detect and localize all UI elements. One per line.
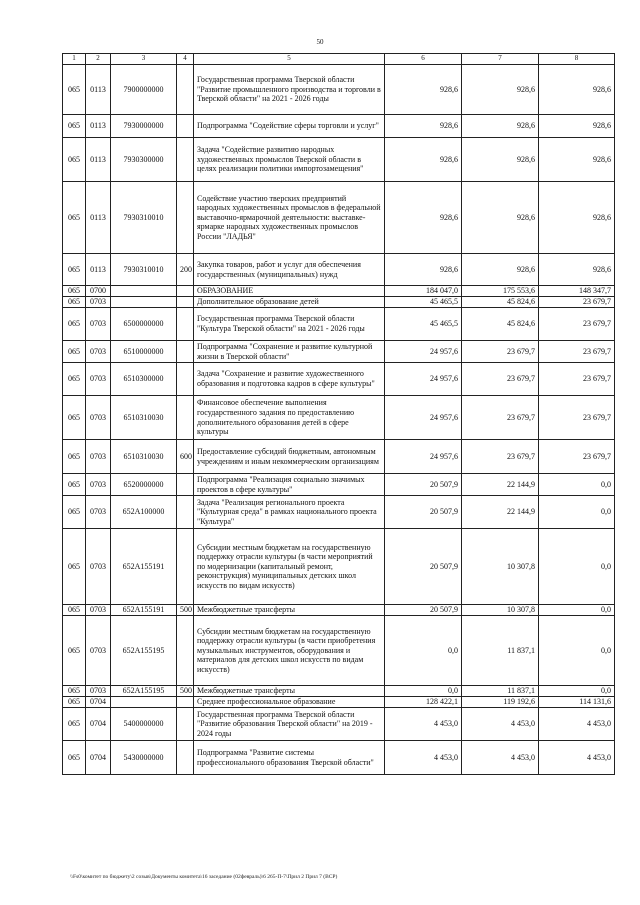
amount-year-1-cell: 928,6	[385, 138, 462, 182]
expense-type-cell	[177, 308, 194, 341]
amount-year-2-cell: 23 679,7	[462, 341, 539, 363]
amount-year-1-cell: 45 465,5	[385, 297, 462, 308]
admin-code-cell: 065	[63, 286, 86, 297]
target-article-cell: 6520000000	[111, 474, 177, 496]
admin-code-cell: 065	[63, 363, 86, 396]
column-header: 2	[86, 54, 111, 65]
target-article-cell: 7930300000	[111, 138, 177, 182]
section-code-cell: 0703	[86, 440, 111, 474]
footer-file-path: \\Fs0\комитет по бюджету\2 созыв\Документы комитета\16 заседание (02февраль)\6 265-П-7\Прил 2 Прил 7 (ВСР)	[70, 874, 338, 880]
amount-year-3-cell: 0,0	[539, 605, 615, 616]
target-article-cell: 5430000000	[111, 741, 177, 775]
section-code-cell: 0113	[86, 115, 111, 138]
section-code-cell: 0113	[86, 254, 111, 286]
expense-type-cell	[177, 496, 194, 529]
header-row	[63, 54, 615, 65]
amount-year-2-cell: 11 837,1	[462, 616, 539, 686]
expense-type-cell: 600	[177, 440, 194, 474]
table-row	[63, 686, 615, 697]
table-row	[63, 138, 615, 182]
expense-type-cell	[177, 138, 194, 182]
item-name-cell: Дополнительное образование детей	[194, 297, 385, 308]
amount-year-3-cell: 928,6	[539, 182, 615, 254]
item-name-cell: Содействие участию тверских предприятий народных художественных промыслов в федеральной выставочно-ярмарочной деятельности: выставке-ярмарке народных художественных промыслов России "ЛАДЬЯ"	[194, 182, 385, 254]
target-article-cell: 6510300000	[111, 363, 177, 396]
amount-year-1-cell: 0,0	[385, 686, 462, 697]
section-code-cell: 0704	[86, 741, 111, 775]
target-article-cell: 5400000000	[111, 708, 177, 741]
table-row	[63, 254, 615, 286]
table-row	[63, 297, 615, 308]
admin-code-cell: 065	[63, 708, 86, 741]
expense-type-cell	[177, 741, 194, 775]
admin-code-cell: 065	[63, 741, 86, 775]
expense-type-cell	[177, 697, 194, 708]
item-name-cell: Межбюджетные трансферты	[194, 605, 385, 616]
amount-year-1-cell: 24 957,6	[385, 396, 462, 440]
expense-type-cell	[177, 529, 194, 605]
table-row	[63, 440, 615, 474]
expense-type-cell	[177, 616, 194, 686]
table-row	[63, 496, 615, 529]
admin-code-cell: 065	[63, 254, 86, 286]
expense-type-cell	[177, 708, 194, 741]
table-row	[63, 363, 615, 396]
expense-type-cell	[177, 341, 194, 363]
admin-code-cell: 065	[63, 65, 86, 115]
section-code-cell: 0113	[86, 65, 111, 115]
table-row	[63, 529, 615, 605]
item-name-cell: Подпрограмма "Сохранение и развитие культурной жизни в Тверской области"	[194, 341, 385, 363]
amount-year-3-cell: 23 679,7	[539, 308, 615, 341]
item-name-cell: Задача "Реализация регионального проекта "Культурная среда" в рамках национального проекта "Культура"	[194, 496, 385, 529]
table-row	[63, 65, 615, 115]
amount-year-2-cell: 23 679,7	[462, 363, 539, 396]
amount-year-3-cell: 928,6	[539, 254, 615, 286]
table-row	[63, 697, 615, 708]
amount-year-3-cell: 4 453,0	[539, 741, 615, 775]
amount-year-2-cell: 4 453,0	[462, 708, 539, 741]
column-header: 6	[385, 54, 462, 65]
section-code-cell: 0703	[86, 529, 111, 605]
admin-code-cell: 065	[63, 529, 86, 605]
amount-year-1-cell: 928,6	[385, 254, 462, 286]
admin-code-cell: 065	[63, 308, 86, 341]
section-code-cell: 0700	[86, 286, 111, 297]
section-code-cell: 0703	[86, 616, 111, 686]
section-code-cell: 0703	[86, 686, 111, 697]
amount-year-1-cell: 24 957,6	[385, 440, 462, 474]
page-number: 50	[316, 38, 324, 46]
section-code-cell: 0703	[86, 341, 111, 363]
item-name-cell: Задача "Содействие развитию народных художественных промыслов Тверской области в целях реализации политики импортозамещения"	[194, 138, 385, 182]
admin-code-cell: 065	[63, 474, 86, 496]
target-article-cell	[111, 297, 177, 308]
section-code-cell: 0703	[86, 363, 111, 396]
item-name-cell: Среднее профессиональное образование	[194, 697, 385, 708]
amount-year-1-cell: 20 507,9	[385, 605, 462, 616]
target-article-cell: 652A155195	[111, 686, 177, 697]
section-code-cell: 0703	[86, 308, 111, 341]
table-row	[63, 286, 615, 297]
target-article-cell	[111, 697, 177, 708]
item-name-cell: Субсидии местным бюджетам на государственную поддержку отрасли культуры (в части мероприятий по модернизации (капитальный ремонт, реконструкция) муниципальных детских школ искусств по видам искусств)	[194, 529, 385, 605]
item-name-cell: Закупка товаров, работ и услуг для обеспечения государственных (муниципальных) нужд	[194, 254, 385, 286]
table-row	[63, 616, 615, 686]
target-article-cell: 6510310030	[111, 440, 177, 474]
table-row	[63, 308, 615, 341]
expense-type-cell	[177, 286, 194, 297]
amount-year-1-cell: 20 507,9	[385, 529, 462, 605]
target-article-cell: 6510000000	[111, 341, 177, 363]
amount-year-2-cell: 928,6	[462, 65, 539, 115]
amount-year-2-cell: 928,6	[462, 182, 539, 254]
table-row	[63, 396, 615, 440]
item-name-cell: Подпрограмма "Содействие сферы торговли и услуг"	[194, 115, 385, 138]
section-code-cell: 0703	[86, 496, 111, 529]
amount-year-3-cell: 23 679,7	[539, 396, 615, 440]
amount-year-3-cell: 928,6	[539, 115, 615, 138]
admin-code-cell: 065	[63, 440, 86, 474]
amount-year-2-cell: 175 553,6	[462, 286, 539, 297]
amount-year-2-cell: 10 307,8	[462, 529, 539, 605]
amount-year-1-cell: 928,6	[385, 65, 462, 115]
amount-year-2-cell: 23 679,7	[462, 440, 539, 474]
table-row	[63, 708, 615, 741]
section-code-cell: 0703	[86, 297, 111, 308]
amount-year-1-cell: 24 957,6	[385, 363, 462, 396]
amount-year-2-cell: 928,6	[462, 138, 539, 182]
target-article-cell: 7900000000	[111, 65, 177, 115]
item-name-cell: Финансовое обеспечение выполнения государственного задания по предоставлению дополнительного образования детей в сфере культуры	[194, 396, 385, 440]
amount-year-1-cell: 928,6	[385, 115, 462, 138]
column-header: 1	[63, 54, 86, 65]
column-header: 7	[462, 54, 539, 65]
admin-code-cell: 065	[63, 496, 86, 529]
admin-code-cell: 065	[63, 138, 86, 182]
admin-code-cell: 065	[63, 341, 86, 363]
admin-code-cell: 065	[63, 182, 86, 254]
table-row	[63, 182, 615, 254]
expense-type-cell	[177, 182, 194, 254]
expense-type-cell: 500	[177, 605, 194, 616]
target-article-cell: 652A100000	[111, 496, 177, 529]
amount-year-1-cell: 4 453,0	[385, 708, 462, 741]
amount-year-3-cell: 23 679,7	[539, 440, 615, 474]
item-name-cell: Государственная программа Тверской области "Развитие промышленного производства и торговли в Тверской области" на 2021 - 2026 годы	[194, 65, 385, 115]
amount-year-2-cell: 23 679,7	[462, 396, 539, 440]
table-body	[63, 65, 615, 775]
expense-type-cell	[177, 474, 194, 496]
column-header: 8	[539, 54, 615, 65]
amount-year-1-cell: 184 047,0	[385, 286, 462, 297]
target-article-cell: 652A155195	[111, 616, 177, 686]
amount-year-3-cell: 148 347,7	[539, 286, 615, 297]
amount-year-2-cell: 4 453,0	[462, 741, 539, 775]
section-code-cell: 0113	[86, 138, 111, 182]
amount-year-1-cell: 0,0	[385, 616, 462, 686]
target-article-cell	[111, 286, 177, 297]
expense-type-cell: 200	[177, 254, 194, 286]
item-name-cell: Задача "Сохранение и развитие художественного образования и подготовка кадров в сфере культуры"	[194, 363, 385, 396]
item-name-cell: Подпрограмма "Реализация социально значимых проектов в сфере культуры"	[194, 474, 385, 496]
item-name-cell: Межбюджетные трансферты	[194, 686, 385, 697]
table-row	[63, 474, 615, 496]
column-header: 4	[177, 54, 194, 65]
target-article-cell: 7930310010	[111, 182, 177, 254]
admin-code-cell: 065	[63, 605, 86, 616]
amount-year-2-cell: 928,6	[462, 254, 539, 286]
target-article-cell: 7930000000	[111, 115, 177, 138]
amount-year-3-cell: 928,6	[539, 138, 615, 182]
admin-code-cell: 065	[63, 115, 86, 138]
item-name-cell: Подпрограмма "Развитие системы профессионального образования Тверской области"	[194, 741, 385, 775]
target-article-cell: 6510310030	[111, 396, 177, 440]
amount-year-1-cell: 20 507,9	[385, 496, 462, 529]
amount-year-2-cell: 22 144,9	[462, 474, 539, 496]
section-code-cell: 0704	[86, 708, 111, 741]
section-code-cell: 0703	[86, 605, 111, 616]
item-name-cell: Предоставление субсидий бюджетным, автономным учреждениям и иным некоммерческим организациям	[194, 440, 385, 474]
amount-year-3-cell: 0,0	[539, 529, 615, 605]
amount-year-1-cell: 928,6	[385, 182, 462, 254]
section-code-cell: 0704	[86, 697, 111, 708]
amount-year-2-cell: 119 192,6	[462, 697, 539, 708]
budget-table	[62, 53, 615, 775]
item-name-cell: Субсидии местным бюджетам на государственную поддержку отрасли культуры (в части приобретения музыкальных инструментов, оборудования и материалов для детских школ искусств по видам искусств)	[194, 616, 385, 686]
expense-type-cell: 500	[177, 686, 194, 697]
table-row	[63, 115, 615, 138]
column-header: 5	[194, 54, 385, 65]
target-article-cell: 652A155191	[111, 529, 177, 605]
target-article-cell: 7930310010	[111, 254, 177, 286]
amount-year-1-cell: 45 465,5	[385, 308, 462, 341]
expense-type-cell	[177, 396, 194, 440]
admin-code-cell: 065	[63, 616, 86, 686]
admin-code-cell: 065	[63, 686, 86, 697]
section-code-cell: 0703	[86, 396, 111, 440]
admin-code-cell: 065	[63, 396, 86, 440]
expense-type-cell	[177, 115, 194, 138]
amount-year-1-cell: 128 422,1	[385, 697, 462, 708]
amount-year-2-cell: 928,6	[462, 115, 539, 138]
amount-year-1-cell: 20 507,9	[385, 474, 462, 496]
admin-code-cell: 065	[63, 297, 86, 308]
target-article-cell: 652A155191	[111, 605, 177, 616]
target-article-cell: 6500000000	[111, 308, 177, 341]
item-name-cell: Государственная программа Тверской области "Культура Тверской области" на 2021 - 2026 годы	[194, 308, 385, 341]
amount-year-2-cell: 11 837,1	[462, 686, 539, 697]
item-name-cell: Государственная программа Тверской области "Развитие образования Тверской области" на 2019 - 2024 годы	[194, 708, 385, 741]
amount-year-3-cell: 0,0	[539, 496, 615, 529]
column-header: 3	[111, 54, 177, 65]
amount-year-3-cell: 0,0	[539, 686, 615, 697]
expense-type-cell	[177, 297, 194, 308]
amount-year-3-cell: 23 679,7	[539, 363, 615, 396]
amount-year-3-cell: 0,0	[539, 616, 615, 686]
amount-year-3-cell: 928,6	[539, 65, 615, 115]
amount-year-1-cell: 24 957,6	[385, 341, 462, 363]
amount-year-3-cell: 23 679,7	[539, 297, 615, 308]
amount-year-2-cell: 22 144,9	[462, 496, 539, 529]
table-row	[63, 341, 615, 363]
amount-year-2-cell: 45 824,6	[462, 297, 539, 308]
amount-year-3-cell: 114 131,6	[539, 697, 615, 708]
amount-year-3-cell: 0,0	[539, 474, 615, 496]
table-row	[63, 605, 615, 616]
expense-type-cell	[177, 363, 194, 396]
section-code-cell: 0113	[86, 182, 111, 254]
section-code-cell: 0703	[86, 474, 111, 496]
admin-code-cell: 065	[63, 697, 86, 708]
amount-year-3-cell: 23 679,7	[539, 341, 615, 363]
table-row	[63, 741, 615, 775]
amount-year-2-cell: 45 824,6	[462, 308, 539, 341]
amount-year-2-cell: 10 307,8	[462, 605, 539, 616]
amount-year-1-cell: 4 453,0	[385, 741, 462, 775]
expense-type-cell	[177, 65, 194, 115]
amount-year-3-cell: 4 453,0	[539, 708, 615, 741]
item-name-cell: ОБРАЗОВАНИЕ	[194, 286, 385, 297]
